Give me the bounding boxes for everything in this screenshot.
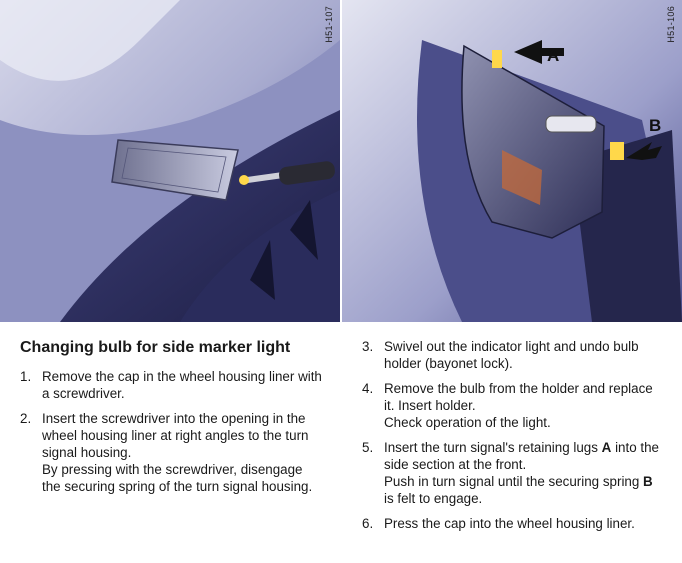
step-text: Check operation of the light. bbox=[384, 415, 551, 430]
step-text: Insert the screwdriver into the opening in the bbox=[42, 411, 306, 426]
step-number: 4. bbox=[362, 381, 374, 396]
step-text bbox=[384, 473, 678, 490]
step-text: Remove the bulb from the holder and replace bbox=[384, 381, 653, 396]
step-text-part: into the bbox=[611, 440, 659, 455]
step-text-part: Insert the turn signal's retaining lugs bbox=[384, 440, 602, 455]
wheel-housing-drawing bbox=[0, 0, 340, 322]
step-text: signal housing. bbox=[42, 445, 132, 460]
step-text: the securing spring of the turn signal housing. bbox=[42, 479, 313, 494]
step-text: is felt to engage. bbox=[384, 491, 483, 506]
step-2 bbox=[20, 410, 342, 495]
step-number: 1. bbox=[20, 369, 32, 384]
steps-list-continued bbox=[362, 338, 678, 532]
step-text: a screwdriver. bbox=[42, 386, 125, 401]
spring-b-reference: B bbox=[643, 474, 653, 489]
figure-code: H51-107 bbox=[324, 6, 334, 43]
step-number: 6. bbox=[362, 516, 374, 531]
step-6 bbox=[362, 515, 678, 532]
illustration-wheel-housing bbox=[0, 0, 340, 322]
step-text: Press the cap into the wheel housing liner. bbox=[384, 516, 635, 531]
step-number: 3. bbox=[362, 339, 374, 354]
step-3 bbox=[362, 338, 678, 372]
step-number: 5. bbox=[362, 440, 374, 455]
step-text bbox=[384, 439, 678, 456]
callout-b: B bbox=[649, 116, 662, 135]
lug-a-reference: A bbox=[601, 440, 612, 455]
step-number: 2. bbox=[20, 411, 32, 426]
step-5 bbox=[362, 439, 678, 507]
figure-code: H51-106 bbox=[666, 6, 676, 43]
step-text: holder (bayonet lock). bbox=[384, 356, 513, 371]
step-1 bbox=[20, 368, 342, 402]
steps-list bbox=[20, 368, 342, 495]
instructions-left-column bbox=[20, 338, 342, 503]
step-text: wheel housing liner at right angles to the turn bbox=[42, 428, 309, 443]
section-heading: Changing bulb for side marker light bbox=[20, 339, 291, 356]
step-text: Remove the cap in the wheel housing liner with bbox=[42, 369, 322, 384]
turn-signal-drawing bbox=[342, 0, 682, 322]
step-4 bbox=[362, 380, 678, 431]
step-text-part: Push in turn signal until the securing spring bbox=[384, 474, 644, 489]
illustration-turn-signal bbox=[342, 0, 682, 322]
callout-a: A bbox=[547, 46, 560, 65]
step-text: side section at the front. bbox=[384, 457, 527, 472]
step-text: By pressing with the screwdriver, disengage bbox=[42, 462, 303, 477]
step-text: Swivel out the indicator light and undo bulb bbox=[384, 339, 639, 354]
step-text: it. Insert holder. bbox=[384, 398, 476, 413]
instructions-right-column bbox=[362, 338, 678, 540]
